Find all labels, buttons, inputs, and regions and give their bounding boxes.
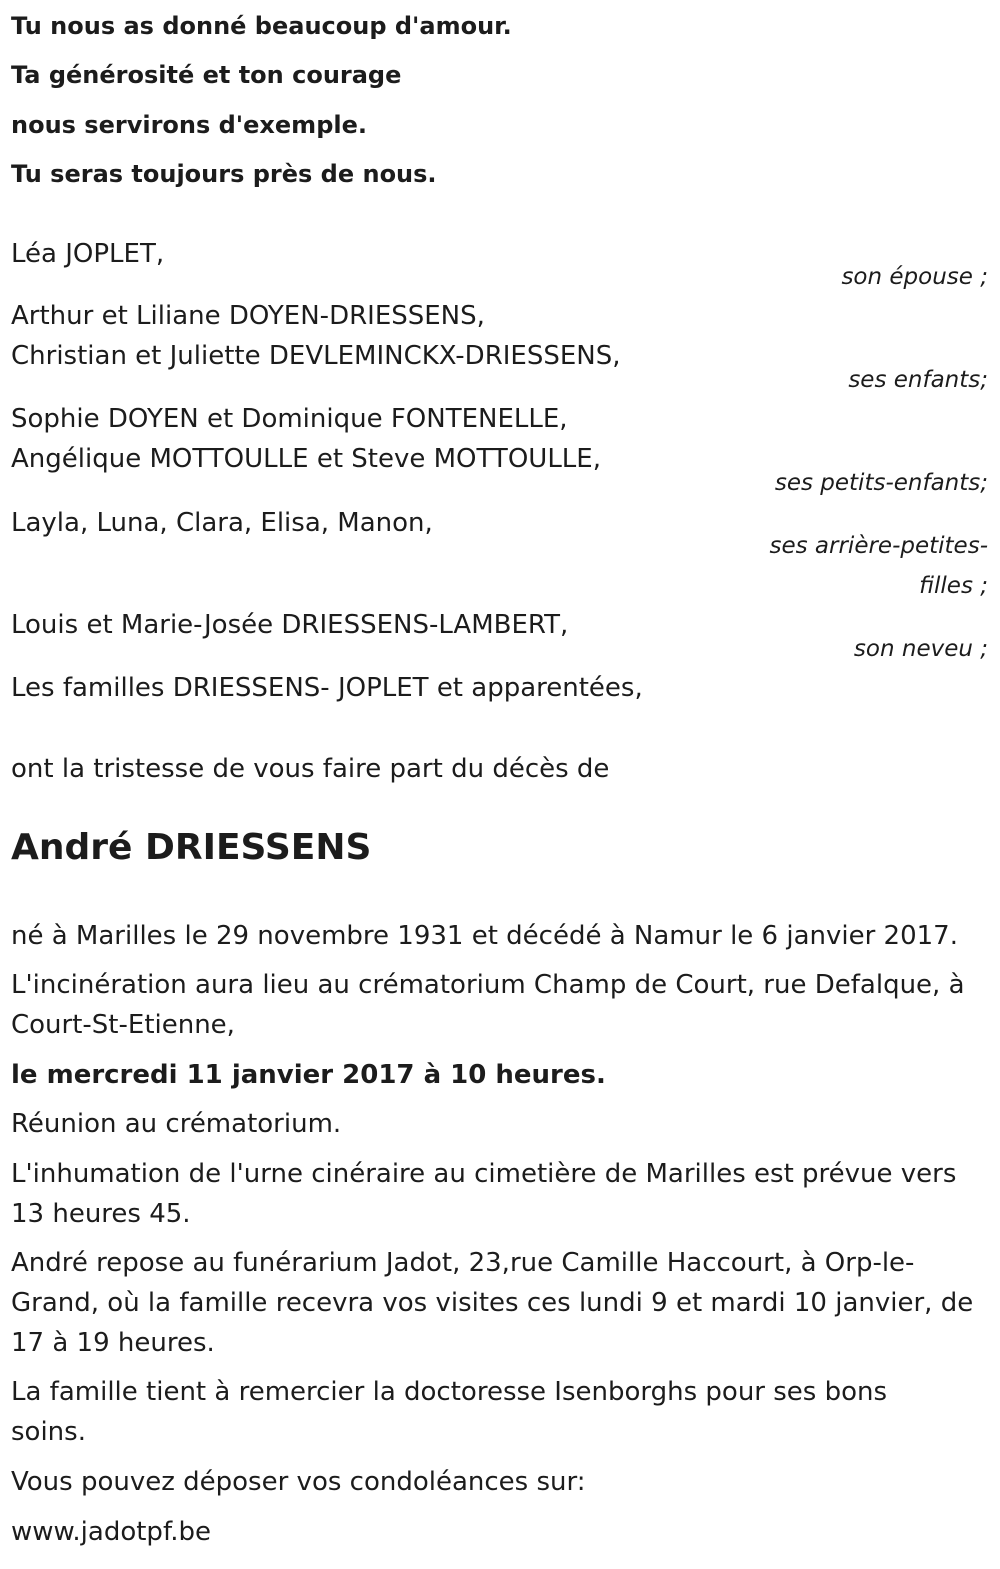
spouse-relation: son épouse ; — [841, 264, 988, 290]
condolences-line: Vous pouvez déposer vos condoléances sur: — [11, 1467, 586, 1497]
rest-line-2: Grand, où la famille recevra vos visites ces lundi 9 et mardi 10 janvier, de — [11, 1288, 974, 1318]
meeting-line: Réunion au crématorium. — [11, 1109, 342, 1139]
grandchildren-relation: ses petits-enfants; — [774, 470, 988, 496]
nephew-relation: son neveu ; — [853, 636, 988, 662]
cremation-line-1: L'incinération aura lieu au crématorium Champ de Court, rue Defalque, à — [11, 970, 965, 1000]
nephew: Louis et Marie-Josée DRIESSENS-LAMBERT, — [11, 610, 569, 640]
inhumation-line-2: 13 heures 45. — [11, 1199, 191, 1229]
thanks-line-1: La famille tient à remercier la doctoresse Isenborghs pour ses bons — [11, 1377, 888, 1407]
poem-line-1: Tu nous as donné beaucoup d'amour. — [11, 12, 512, 40]
announcement-text: ont la tristesse de vous faire part du décès de — [11, 754, 610, 784]
great-grandchildren: Layla, Luna, Clara, Elisa, Manon, — [11, 508, 433, 538]
inhumation-line-1: L'inhumation de l'urne cinéraire au cimetière de Marilles est prévue vers — [11, 1159, 957, 1189]
cremation-line-2: Court-St-Etienne, — [11, 1010, 235, 1040]
deceased-name: André DRIESSENS — [11, 827, 372, 868]
thanks-line-2: soins. — [11, 1417, 86, 1447]
grandchild-line-2: Angélique MOTTOULLE et Steve MOTTOULLE, — [11, 444, 601, 474]
ceremony-date: le mercredi 11 janvier 2017 à 10 heures. — [11, 1060, 606, 1090]
grandchild-line-1: Sophie DOYEN et Dominique FONTENELLE, — [11, 404, 568, 434]
extended-families: Les familles DRIESSENS- JOPLET et apparentées, — [11, 673, 643, 703]
spouse-name: Léa JOPLET, — [11, 239, 165, 269]
rest-line-1: André repose au funérarium Jadot, 23,rue Camille Haccourt, à Orp-le- — [11, 1248, 915, 1278]
birth-death-line: né à Marilles le 29 novembre 1931 et décédé à Namur le 6 janvier 2017. — [11, 921, 958, 951]
poem-line-3: nous servirons d'exemple. — [11, 111, 367, 139]
website-link[interactable]: www.jadotpf.be — [11, 1517, 211, 1547]
poem-line-2: Ta générosité et ton courage — [11, 61, 402, 89]
great-grandchildren-relation-2: filles ; — [919, 573, 988, 599]
poem-line-4: Tu seras toujours près de nous. — [11, 160, 437, 188]
child-line-2: Christian et Juliette DEVLEMINCKX-DRIESSENS, — [11, 341, 621, 371]
great-grandchildren-relation-1: ses arrière-petites- — [769, 533, 988, 559]
child-line-1: Arthur et Liliane DOYEN-DRIESSENS, — [11, 301, 485, 331]
rest-line-3: 17 à 19 heures. — [11, 1328, 215, 1358]
children-relation: ses enfants; — [848, 367, 988, 393]
